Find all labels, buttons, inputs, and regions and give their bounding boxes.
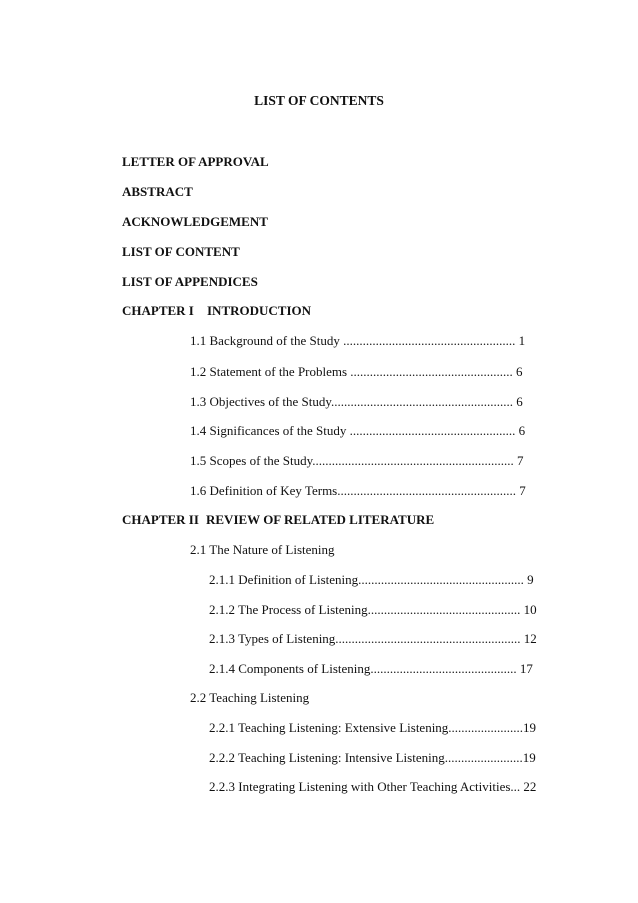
chapter-2-heading bbox=[122, 512, 522, 528]
chapter-2-title: REVIEW OF RELATED LITERATURE bbox=[206, 512, 435, 527]
toc-entry-2-2-2: 2.2.2 Teaching Listening: Intensive Listening........................19 bbox=[209, 750, 536, 765]
toc-entry-1-4: 1.4 Significances of the Study ................................................... 6 bbox=[190, 423, 526, 438]
toc-entry-list-of-content: LIST OF CONTENT bbox=[122, 244, 240, 259]
toc-entry-1-2: 1.2 Statement of the Problems .................................................. 6 bbox=[190, 364, 523, 379]
toc-entry-1-3: 1.3 Objectives of the Study........................................................ 6 bbox=[190, 394, 523, 409]
toc-entry-2-2-3: 2.2.3 Integrating Listening with Other Teaching Activities... 22 bbox=[209, 779, 537, 794]
chapter-2-label: CHAPTER II bbox=[122, 512, 199, 527]
toc-entry-2-1-1: 2.1.1 Definition of Listening................................................... 9 bbox=[209, 572, 534, 587]
toc-entry-acknowledgement: ACKNOWLEDGEMENT bbox=[122, 214, 268, 229]
toc-entry-2-1-3: 2.1.3 Types of Listening......................................................... 12 bbox=[209, 631, 537, 646]
toc-section-2-1: 2.1 The Nature of Listening bbox=[190, 542, 335, 557]
toc-entry-2-1-2: 2.1.2 The Process of Listening............................................... 10 bbox=[209, 602, 537, 617]
toc-entry-1-1: 1.1 Background of the Study ..................................................... 1 bbox=[190, 333, 526, 348]
chapter-1-heading bbox=[122, 303, 462, 319]
page-title: LIST OF CONTENTS bbox=[254, 93, 384, 108]
toc-entry-letter-of-approval: LETTER OF APPROVAL bbox=[122, 154, 269, 169]
chapter-1-label: CHAPTER I bbox=[122, 303, 194, 318]
toc-entry-abstract: ABSTRACT bbox=[122, 184, 193, 199]
toc-entry-2-1-4: 2.1.4 Components of Listening............................................. 17 bbox=[209, 661, 533, 676]
toc-entry-list-of-appendices: LIST OF APPENDICES bbox=[122, 274, 258, 289]
toc-entry-1-5: 1.5 Scopes of the Study.............................................................. 7 bbox=[190, 453, 524, 468]
toc-entry-2-2-1: 2.2.1 Teaching Listening: Extensive Listening.......................19 bbox=[209, 720, 537, 735]
chapter-1-title: INTRODUCTION bbox=[207, 303, 312, 318]
toc-section-2-2: 2.2 Teaching Listening bbox=[190, 690, 310, 705]
toc-entry-1-6: 1.6 Definition of Key Terms....................................................... 7 bbox=[190, 483, 526, 498]
